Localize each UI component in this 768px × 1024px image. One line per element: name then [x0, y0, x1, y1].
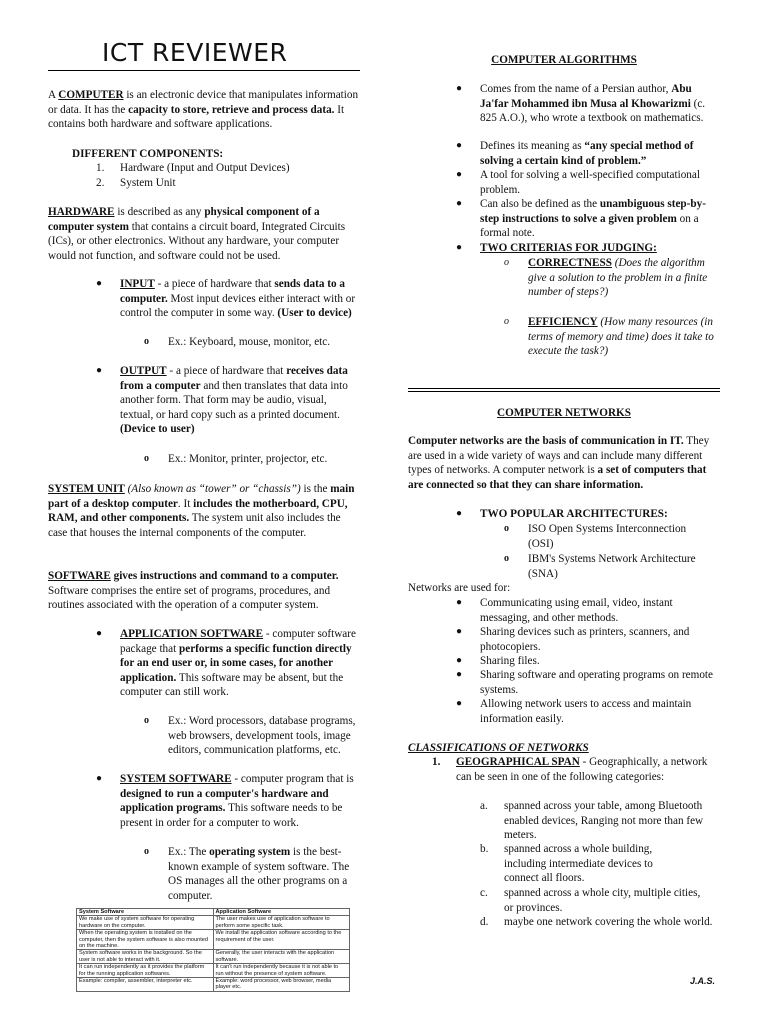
list-item: Sharing software and operating programs on remote systems. [480, 669, 714, 696]
table-header: System Software [77, 909, 214, 916]
criteria-heading: TWO CRITERIAS FOR JUDGING: [480, 242, 657, 254]
list-item: Communicating using email, video, instant messaging, and other methods. [480, 597, 673, 624]
list-item: Sharing devices such as printers, scanners, and photocopiers. [480, 626, 690, 653]
classifications-heading: CLASSIFICATIONS OF NETWORKS [408, 742, 589, 754]
title-underline [48, 70, 360, 71]
bullet-icon: ● [456, 83, 463, 94]
sub-bullet-icon: o [504, 523, 509, 534]
table-row [77, 964, 350, 978]
bullet-icon: ● [456, 669, 463, 680]
table-cell: When the operating system is installed on the computer, then the system software is also mounted on the machine. [77, 930, 214, 950]
sub-bullet-icon: o [504, 316, 509, 327]
sub-bullet-icon: o [144, 715, 149, 726]
table-row [77, 930, 350, 950]
comparison-table [76, 908, 350, 992]
output-item: OUTPUT - a piece of hardware that receives data from a computer and then translates that data into another form. That form may be audio, visual, textual, or hard copy such as a printed document. (Device to user) [120, 365, 348, 436]
table-cell: Example: compiler, assembler, interpreter etc. [77, 978, 214, 992]
list-item: spanned across a whole building, including intermediate devices to connect all floors. [504, 843, 653, 885]
table-cell: It can run independently as it provides the platform for the running application softwares. [77, 964, 214, 978]
list-item: 1. [96, 162, 105, 174]
bullet-icon: ● [456, 597, 463, 608]
sub-bullet-icon: o [144, 453, 149, 464]
table-header-row [77, 909, 350, 916]
networks-heading: COMPUTER NETWORKS [497, 407, 631, 419]
input-example: Ex.: Keyboard, mouse, monitor, etc. [168, 336, 331, 348]
software-paragraph: SOFTWARE gives instructions and command to a computer. Software comprises the entire set of programs, procedures, and routines associated with the operation of a computer system. [48, 570, 339, 612]
sub-bullet-icon: o [144, 846, 149, 857]
networks-paragraph: Computer networks are the basis of communication in IT. They are used in a wide variety of ways and can include many different types of networks. A computer network is a set of computers that are connected so that they can share information. [408, 435, 710, 491]
sub-bullet-icon: o [504, 257, 509, 268]
geographical-span-item: GEOGRAPHICAL SPAN - Geographically, a network can be seen in one of the following categories: [456, 756, 708, 783]
list-letter: b. [480, 843, 489, 855]
correctness-item: CORRECTNESS (Does the algorithm give a solution to the problem in a finite number of steps?) [528, 257, 708, 299]
system-unit-paragraph: SYSTEM UNIT (Also known as “tower” or “chassis”) is the main part of a desktop computer. It includes the motherboard, CPU, RAM, and other components. The system unit also includes the case that houses the internal components of the computer. [48, 483, 355, 539]
computer-term: COMPUTER [58, 89, 124, 101]
table-row [77, 950, 350, 964]
table-row [77, 916, 350, 930]
sub-bullet-icon: o [504, 553, 509, 564]
architecture-item: ISO Open Systems Interconnection (OSI) [528, 523, 687, 550]
list-item: maybe one network covering the whole world. [504, 916, 713, 928]
computer-intro: A COMPUTER is an electronic device that manipulates information or data. It has the capacity to store, retrieve and process data. It contains both hardware and software applications. [48, 89, 359, 131]
list-item: spanned across a whole city, multiple cities, or provinces. [504, 887, 701, 914]
list-letter: c. [480, 887, 488, 899]
algorithm-bullet: Defines its meaning as “any special method of solving a certain kind of problem.” [480, 140, 694, 167]
system-software-example: Ex.: The operating system is the best-known example of system software. The OS manages all the other programs on a computer. [168, 846, 350, 902]
list-item: System Unit [120, 177, 176, 189]
table-cell: We make use of system software for operating hardware on the computer. [77, 916, 214, 930]
list-item: Hardware (Input and Output Devices) [120, 162, 290, 174]
algorithm-bullet: A tool for solving a well-specified computational problem. [480, 169, 700, 196]
used-for-label: Networks are used for: [408, 582, 511, 594]
application-software-example: Ex.: Word processors, database programs, web browsers, development tools, image editors, communication platforms, etc. [168, 715, 356, 757]
architecture-item: IBM's Systems Network Architecture (SNA) [528, 553, 696, 580]
table-header: Application Software [213, 909, 350, 916]
list-letter: d. [480, 916, 489, 928]
hardware-term: HARDWARE [48, 206, 115, 218]
footer-initials: J.A.S. [690, 976, 716, 986]
application-software-item: APPLICATION SOFTWARE - computer software package that performs a specific function directly for an end user or, in some cases, for another application. This software may be absent, but the computer can still work. [120, 628, 356, 699]
efficiency-item: EFFICIENCY (How many resources (in terms of memory and time) does it take to execute the task?) [528, 316, 714, 358]
table-row [77, 978, 350, 992]
bullet-icon: ● [96, 773, 103, 784]
table-cell: We install the application software according to the requirement of the user. [213, 930, 350, 950]
table-cell: System software works in the background. So the user is not able to interact with it. [77, 950, 214, 964]
bullet-icon: ● [456, 698, 463, 709]
algorithm-bullet: Comes from the name of a Persian author, Abu Ja'far Mohammed ibn Musa al Khowarizmi (c. 825 A.O.), who wrote a textbook on mathematics. [480, 83, 706, 125]
section-divider [408, 388, 720, 389]
bullet-icon: ● [96, 278, 103, 289]
list-number: 1. [432, 756, 441, 768]
architectures-heading: TWO POPULAR ARCHITECTURES: [480, 508, 668, 520]
bullet-icon: ● [456, 655, 463, 666]
bullet-icon: ● [456, 198, 463, 209]
bullet-icon: ● [96, 628, 103, 639]
list-item: Allowing network users to access and maintain information easily. [480, 698, 692, 725]
algorithm-bullet: Can also be defined as the unambiguous step-by-step instructions to solve a given problem on a formal note. [480, 198, 706, 240]
bullet-icon: ● [456, 626, 463, 637]
page-title: ICT REVIEWER [102, 38, 288, 67]
input-item: INPUT - a piece of hardware that sends data to a computer. Most input devices either interact with or control the computer in some way. (User to device) [120, 278, 356, 320]
list-letter: a. [480, 800, 488, 812]
bullet-icon: ● [456, 508, 463, 519]
bullet-icon: ● [96, 365, 103, 376]
list-item: spanned across your table, among Bluetooth enabled devices, Ranging not more than few meters. [504, 800, 704, 842]
table-cell: It can't run independently because it is not able to run without the presence of system software. [213, 964, 350, 978]
algorithms-heading: COMPUTER ALGORITHMS [491, 54, 637, 66]
bullet-icon: ● [456, 169, 463, 180]
bullet-icon: ● [456, 140, 463, 151]
system-software-item: SYSTEM SOFTWARE - computer program that is designed to run a computer's hardware and application programs. This software needs to be present in order for a computer to work. [120, 773, 354, 829]
table-cell: Generally, the user interacts with the application software. [213, 950, 350, 964]
hardware-paragraph: HARDWARE is described as any physical component of a computer system that contains a circuit board, Integrated Circuits (ICs), or other electronics. Without any hardware, your computer would not function, and software could not be used. [48, 206, 346, 262]
bullet-icon: ● [456, 242, 463, 253]
sub-bullet-icon: o [144, 336, 149, 347]
list-item: 2. [96, 177, 105, 189]
components-heading: DIFFERENT COMPONENTS: [72, 148, 224, 160]
table-cell: The user makes use of application software to perform some specific task. [213, 916, 350, 930]
list-item: Sharing files. [480, 655, 540, 667]
output-example: Ex.: Monitor, printer, projector, etc. [168, 453, 328, 465]
table-cell: Example: word processor, web browser, media player etc. [213, 978, 350, 992]
section-divider [408, 391, 720, 392]
